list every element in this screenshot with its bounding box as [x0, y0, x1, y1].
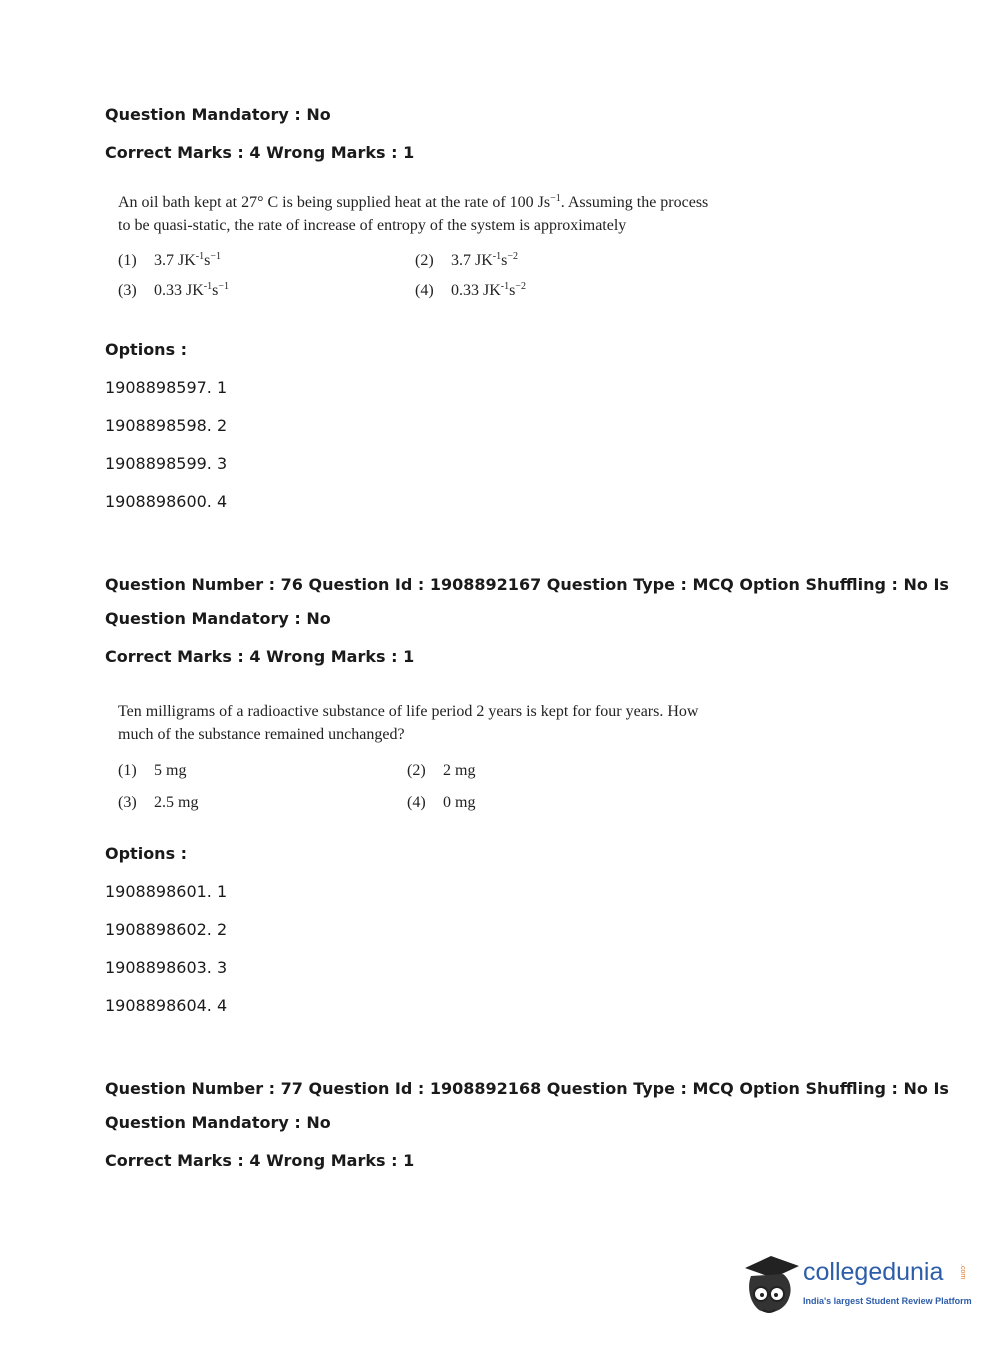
- marks-text: Correct Marks : 4 Wrong Marks : 1: [105, 143, 415, 162]
- option-item: 1908898600. 4: [105, 492, 228, 511]
- option-item: 1908898601. 1: [105, 882, 228, 901]
- choice-2: (2) 3.7 $JK^{-1}s^{-2}$: [415, 251, 518, 269]
- option-item: 1908898597. 1: [105, 378, 228, 397]
- choice-3: (3) 2.5 mg: [118, 794, 199, 811]
- option-item: 1908898602. 2: [105, 920, 228, 939]
- logo-wordmark: collegedunia: [803, 1258, 944, 1286]
- choice-4: (4) 0 mg: [407, 794, 476, 811]
- question-text: An oil bath kept at 27° C is being supplied heat at the rate of 100 $Js^{-1}$. Assuming the process to be quasi-static, the rate of increase of entropy of the system is approximately: [118, 193, 709, 234]
- choice-2: (2) 2 mg: [407, 762, 476, 779]
- options-label: Options :: [105, 340, 188, 359]
- choice-4: (4) 0.33 $JK^{-1}s^{-2}$: [415, 281, 526, 299]
- option-item: 1908898603. 3: [105, 958, 228, 977]
- question-mandatory-text: Question Mandatory : No: [105, 105, 331, 124]
- logo-com: .com: [959, 1264, 966, 1280]
- marks-text: Correct Marks : 4 Wrong Marks : 1: [105, 1151, 415, 1170]
- question-mandatory-text: Question Mandatory : No: [105, 609, 331, 628]
- question-header: Question Number : 77 Question Id : 1908892168 Question Type : MCQ Option Shuffling : No Is: [105, 1079, 949, 1098]
- collegedunia-logo: [741, 1250, 971, 1320]
- options-label: Options :: [105, 844, 188, 863]
- question-text: Ten milligrams of a radioactive substance of life period 2 years is kept for four years. How much of the substance remained unchanged?: [118, 703, 699, 743]
- option-item: 1908898604. 4: [105, 996, 228, 1015]
- question-mandatory-text: Question Mandatory : No: [105, 1113, 331, 1132]
- choice-1: (1) 5 mg: [118, 762, 187, 779]
- option-item: 1908898599. 3: [105, 454, 228, 473]
- question-header: Question Number : 76 Question Id : 1908892167 Question Type : MCQ Option Shuffling : No Is: [105, 575, 949, 594]
- marks-text: Correct Marks : 4 Wrong Marks : 1: [105, 647, 415, 666]
- option-item: 1908898598. 2: [105, 416, 228, 435]
- logo-tagline: India's largest Student Review Platform: [803, 1296, 972, 1306]
- choice-1: (1) 3.7 $JK^{-1}s^{-1}$: [118, 251, 221, 269]
- mascot-icon: [741, 1250, 801, 1320]
- choice-3: (3) 0.33 $JK^{-1}s^{-1}$: [118, 281, 229, 299]
